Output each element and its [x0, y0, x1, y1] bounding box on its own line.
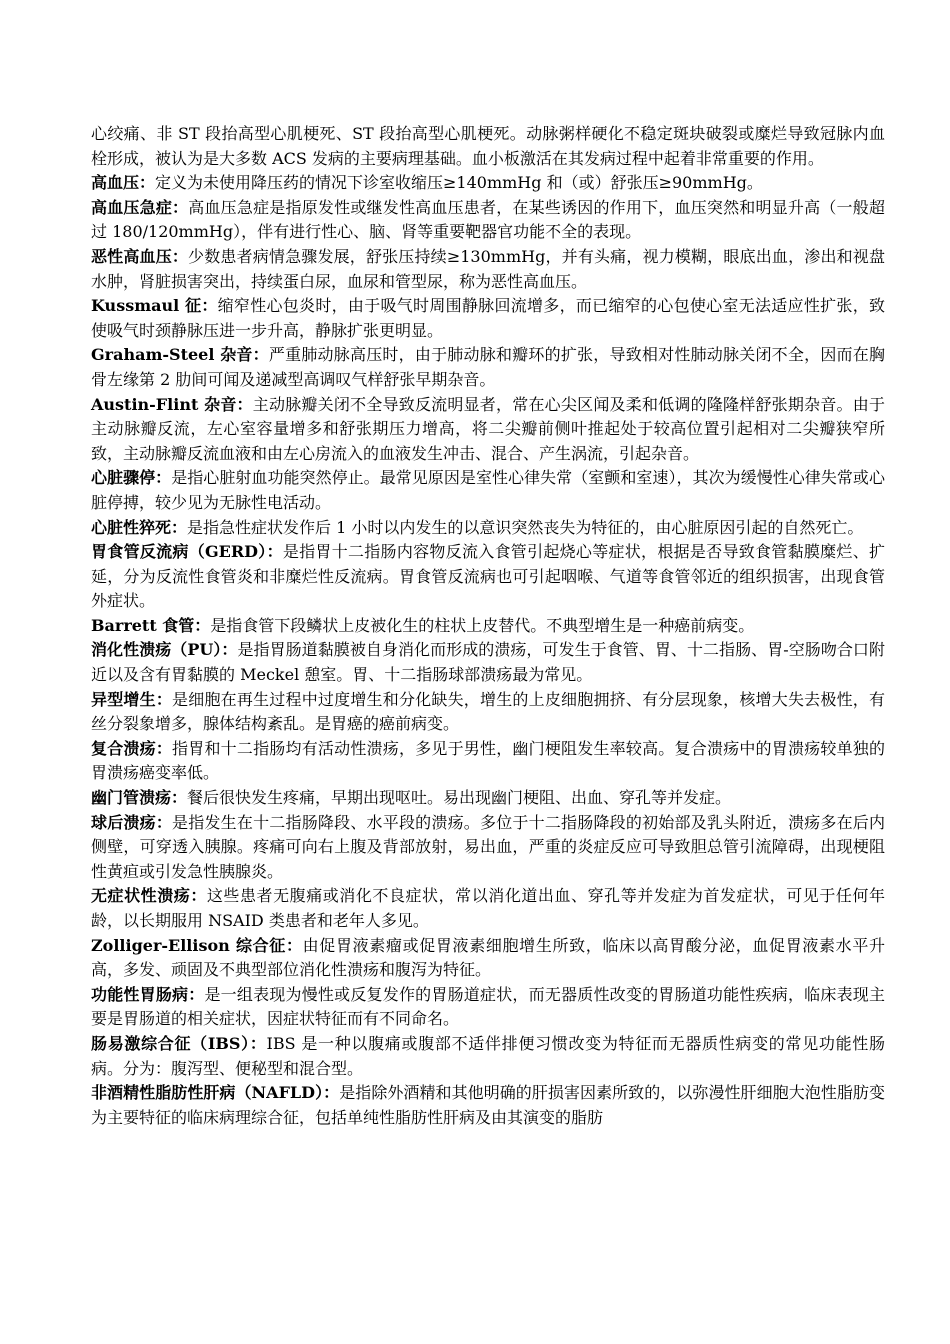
entry-compound-ulcer — [91, 737, 885, 786]
entry-postbulbar-ulcer — [91, 811, 885, 885]
entry-term: 异型增生： — [91, 689, 173, 709]
entry-term: 消化性溃疡（PU）： — [91, 640, 238, 660]
entry-text: 餐后很快发生疼痛，早期出现呕吐。易出现幽门梗阻、出血、穿孔等并发症。 — [187, 788, 732, 808]
entry-gerd — [91, 540, 885, 614]
entry-text: 是指发生在十二指肠降段、水平段的溃疡。多位于十二指肠降段的初始部及乳头附近，溃疡多在后内侧壁，可穿透入胰腺。疼痛可向右上腹及背部放射，易出血，严重的炎症反应可导致胆总管引流障碍，出现梗阻性黄疸或引发急性胰腺炎。 — [91, 812, 885, 881]
entry-term: Graham-Steel 杂音： — [91, 345, 269, 365]
entry-term: 肠易激综合征（IBS）： — [91, 1033, 267, 1053]
entry-text: 是指胃十二指肠内容物反流入食管引起烧心等症状，根据是否导致食管黏膜糜烂、扩延，分为反流性食管炎和非糜烂性反流病。胃食管反流病也可引起咽喉、气道等食管邻近的组织损害，出现食管外症状。 — [91, 542, 885, 611]
entry-text: 这些患者无腹痛或消化不良症状，常以消化道出血、穿孔等并发症为首发症状，可见于任何年龄，以长期服用 NSAID 类患者和老年人多见。 — [91, 886, 885, 930]
entry-peptic-ulcer — [91, 638, 885, 687]
entry-graham-steel-murmur — [91, 343, 885, 392]
entry-term: 球后溃疡： — [91, 812, 173, 832]
entry-term: Zolliger-Ellison 综合征： — [91, 935, 303, 955]
entry-nafld — [91, 1081, 885, 1130]
entry-austin-flint-murmur — [91, 393, 885, 467]
entry-text: 是指除外酒精和其他明确的肝损害因素所致的，以弥漫性肝细胞大泡性脂肪变为主要特征的临床病理综合征，包括单纯性脂肪性肝病及由其演变的脂肪 — [91, 1083, 885, 1127]
entry-term: Austin-Flint 杂音： — [91, 394, 253, 414]
entry-barrett-esophagus — [91, 614, 885, 639]
entry-text: 是细胞在再生过程中过度增生和分化缺失，增生的上皮细胞拥挤、有分层现象，核增大失去极性，有丝分裂象增多，腺体结构紊乱。是胃癌的癌前病变。 — [91, 689, 885, 734]
entry-term: 幽门管溃疡： — [91, 788, 188, 808]
entry-text: 少数患者病情急骤发展，舒张压持续≥130mmHg，并有头痛，视力模糊，眼底出血，渗出和视盘水肿，肾脏损害突出，持续蛋白尿，血尿和管型尿，称为恶性高血压。 — [91, 246, 885, 291]
entry-text: 缩窄性心包炎时，由于吸气时周围静脉回流增多，而已缩窄的心包使心室无法适应性扩张，致使吸气时颈静脉压进一步升高，静脉扩张更明显。 — [91, 296, 885, 340]
entry-asymptomatic-ulcer — [91, 884, 885, 933]
entry-ibs — [91, 1032, 885, 1081]
entry-text: 定义为未使用降压药的情况下诊室收缩压≥140mmHg 和（或）舒张压≥90mmHg。 — [155, 173, 763, 193]
entry-text: 是指胃肠道黏膜被自身消化而形成的溃疡，可发生于食管、胃、十二指肠、胃-空肠吻合口附近以及含有胃黏膜的 Meckel 憩室。胃、十二指肠球部溃疡最为常见。 — [91, 640, 885, 685]
entry-term: 非酒精性脂肪性肝病（NAFLD）： — [91, 1083, 340, 1103]
entry-text: 是一组表现为慢性或反复发作的胃肠道症状，而无器质性改变的胃肠道功能性疾病，临床表现主要是胃肠道的相关症状，因症状特征而有不同命名。 — [91, 984, 885, 1029]
entry-term: 高血压： — [91, 173, 156, 193]
entry-term: 心脏骤停： — [91, 468, 172, 488]
entry-term: 功能性胃肠病： — [91, 984, 205, 1004]
entry-zollinger-ellison — [91, 934, 885, 983]
entry-text: 主动脉瓣关闭不全导致反流明显者，常在心尖区闻及柔和低调的隆隆样舒张期杂音。由于主动脉瓣反流，左心室容量增多和舒张期压力增高，将二尖瓣前侧叶推起处于较高位置引起相对二尖瓣狭窄所致，主动脉瓣反流血液和由左心房流入的血液发生冲击、混合、产生涡流，引起杂音。 — [91, 394, 885, 463]
entry-text: 是指食管下段鳞状上皮被化生的柱状上皮替代。不典型增生是一种癌前病变。 — [210, 615, 755, 635]
entry-text: IBS 是一种以腹痛或腹部不适伴排便习惯改变为特征而无器质性病变的常见功能性肠病。分为：腹泻型、便秘型和混合型。 — [91, 1033, 885, 1078]
document-page — [91, 122, 885, 1130]
entry-dysplasia — [91, 688, 885, 737]
entry-text: 高血压急症是指原发性或继发性高血压患者，在某些诱因的作用下，血压突然和明显升高（一般超过 180/120mmHg），伴有进行性心、脑、肾等重要靶器官功能不全的表现。 — [91, 197, 885, 242]
entry-text: 是指心脏射血功能突然停止。最常见原因是室性心律失常（室颤和室速），其次为缓慢性心律失常或心脏停搏，较少见为无脉性电活动。 — [91, 468, 885, 512]
entry-term: 心脏性猝死： — [91, 517, 188, 537]
entry-term: Barrett 食管： — [91, 615, 211, 635]
entry-malignant-hypertension — [91, 245, 885, 294]
entry-text: 由促胃液素瘤或促胃液素细胞增生所致，临床以高胃酸分泌，血促胃液素水平升高，多发、顽固及不典型部位消化性溃疡和腹泻为特征。 — [91, 935, 885, 980]
entry-hypertension — [91, 171, 885, 196]
entry-term: 复合溃疡： — [91, 738, 173, 758]
entry-term: Kussmaul 征： — [91, 296, 218, 316]
entry-text: 是指急性症状发作后 1 小时以内发生的以意识突然丧失为特征的，由心脏原因引起的自然死亡。 — [187, 517, 864, 537]
entry-term: 恶性高血压： — [91, 246, 189, 266]
intro-paragraph: 心绞痛、非 ST 段抬高型心肌梗死、ST 段抬高型心肌梗死。动脉粥样硬化不稳定斑块破裂或糜烂导致冠脉内血栓形成，被认为是大多数 ACS 发病的主要病理基础。血小板激活在其发病过程中起着非常重要的作用。 — [91, 124, 885, 168]
entry-term: 胃食管反流病（GERD）： — [91, 542, 283, 562]
entry-sudden-cardiac-death — [91, 516, 885, 541]
entry-term: 无症状性溃疡： — [91, 886, 207, 906]
entry-pyloric-channel-ulcer — [91, 786, 885, 811]
entry-kussmaul-sign — [91, 294, 885, 343]
entry-text: 严重肺动脉高压时，由于肺动脉和瓣环的扩张，导致相对性肺动脉关闭不全，因而在胸骨左缘第 2 肋间可闻及递减型高调叹气样舒张早期杂音。 — [91, 345, 885, 389]
entry-cardiac-arrest — [91, 466, 885, 515]
entry-hypertensive-emergency — [91, 196, 885, 245]
entry-functional-gi-disorder — [91, 983, 885, 1032]
entry-term: 高血压急症： — [91, 197, 189, 217]
entry-text: 指胃和十二指肠均有活动性溃疡，多见于男性，幽门梗阻发生率较高。复合溃疡中的胃溃疡较单独的胃溃疡癌变率低。 — [91, 738, 885, 783]
